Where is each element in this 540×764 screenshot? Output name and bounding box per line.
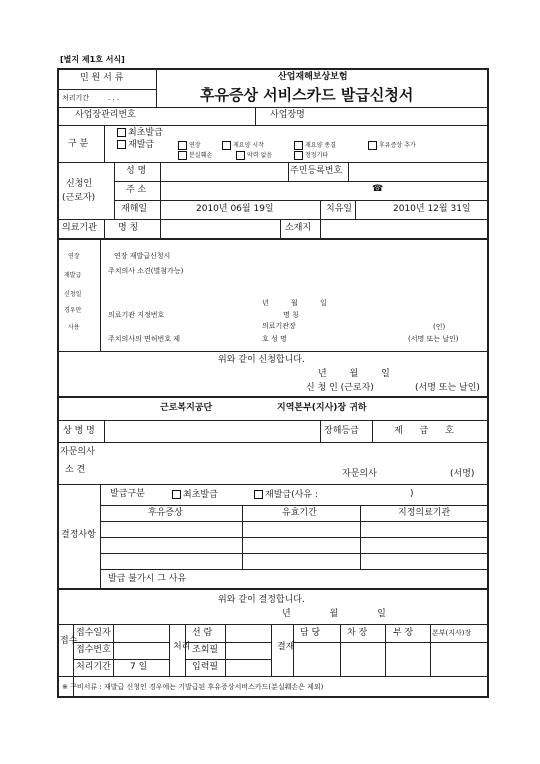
reissue-text: 재발급 xyxy=(128,140,155,150)
category-label: 구 분 xyxy=(68,139,89,149)
opinion-sign: (서명) xyxy=(450,469,475,479)
divider xyxy=(114,200,489,201)
process-row-3: 입력필 xyxy=(192,662,219,672)
divider xyxy=(100,239,101,352)
footer-note: ※ 구비서류 : 재발급 신청인 경우에는 기발급된 후유증상서비스카드(분실훼손은 제외) xyxy=(62,683,324,691)
approval-side-label: 결재 xyxy=(277,642,295,652)
option-text: 재발급(사유 : xyxy=(265,490,318,500)
extension-side-label: 재발급 xyxy=(64,272,82,279)
extension-side-label: 사용 xyxy=(68,324,80,331)
divider xyxy=(156,68,157,108)
decision-label: 결정사항 xyxy=(61,530,96,540)
checkbox[interactable] xyxy=(236,151,245,160)
checkbox[interactable] xyxy=(294,151,303,160)
divider xyxy=(114,181,489,182)
injury-date-label: 재해일 xyxy=(121,204,148,214)
divider xyxy=(57,588,489,590)
divider xyxy=(57,107,489,108)
process-row-1: 선 람 xyxy=(192,628,213,638)
divider xyxy=(57,219,489,220)
issue-type-label: 발급구분 xyxy=(110,489,145,499)
approval-col-1: 담 당 xyxy=(300,628,321,638)
receipt-label: 민 원 서 류 xyxy=(80,73,124,83)
border-top xyxy=(57,68,489,70)
reissue-reason-1[interactable] xyxy=(178,141,201,150)
reason-text: 재요양 시작 xyxy=(233,142,264,149)
extension-line1: 연장 재발급신청시 xyxy=(114,252,171,260)
divider xyxy=(242,505,243,569)
receipt-date-label: 접수일자 xyxy=(76,628,111,638)
divider xyxy=(104,420,105,442)
divider xyxy=(73,642,169,643)
approval-col-2: 차 장 xyxy=(347,628,368,638)
divider xyxy=(255,107,256,126)
checkbox[interactable] xyxy=(294,141,303,150)
divider xyxy=(271,624,272,676)
extension-side-label: 연장 xyxy=(68,253,80,260)
divider xyxy=(57,351,489,352)
reissue-reason-5[interactable] xyxy=(178,151,212,160)
designation-no-label: 의료기관 지정번호 xyxy=(108,311,165,319)
address-label: 주 소 xyxy=(126,185,147,195)
divider xyxy=(57,624,489,625)
issue-reissue-option[interactable] xyxy=(254,490,318,500)
divider xyxy=(57,420,489,421)
divider xyxy=(73,659,169,660)
refusal-label: 발급 불가시 그 사유 xyxy=(108,574,187,584)
reason-text: 후유증상 추가 xyxy=(379,142,416,149)
checkbox[interactable] xyxy=(178,141,187,150)
divider xyxy=(57,238,489,240)
reissue-reason-4[interactable] xyxy=(368,141,416,150)
phone-icon: ☎ xyxy=(372,184,384,194)
grade-value: 제 급 호 xyxy=(394,426,454,436)
divider xyxy=(185,659,271,660)
issue-first-option[interactable] xyxy=(172,490,218,500)
divider xyxy=(160,219,161,239)
opinion-doctor: 자문의사 xyxy=(342,469,377,479)
decided-date: 년 월 일 xyxy=(282,609,386,619)
first-issue-checkbox[interactable] xyxy=(117,128,126,137)
divider xyxy=(100,505,489,506)
divider xyxy=(104,219,105,239)
divider xyxy=(320,200,321,220)
first-issue-text: 최초발급 xyxy=(128,128,163,138)
divider xyxy=(57,89,157,90)
sign-note: (서명 또는 날인) xyxy=(408,335,459,343)
divider xyxy=(104,125,105,162)
reissue-checkbox[interactable] xyxy=(117,140,126,149)
declaration-date: 년 월 일 xyxy=(318,369,390,379)
reissue-reason-7[interactable] xyxy=(294,151,328,160)
medical-location-label: 소재지 xyxy=(285,223,312,233)
checkbox[interactable] xyxy=(178,151,187,160)
agency-name: 산업재해보상보험 xyxy=(278,72,348,82)
applicant-label: 신청인 xyxy=(66,179,93,189)
processing-days: 7 일 xyxy=(130,662,148,672)
extension-side-label: 경우만 xyxy=(64,307,82,314)
divider xyxy=(320,420,321,442)
divider xyxy=(100,569,489,570)
disease-label: 상 병 명 xyxy=(63,426,95,436)
option-text: 최초발급 xyxy=(183,490,218,500)
col-symptom: 후유증상 xyxy=(148,508,183,518)
process-row-2: 조회필 xyxy=(192,645,219,655)
divider xyxy=(114,162,115,220)
reason-text: 재요양 종결 xyxy=(305,142,336,149)
grade-label: 장해등급 xyxy=(324,426,359,436)
license-suffix: 호 성 명 xyxy=(262,335,287,343)
divider xyxy=(280,219,281,239)
divider xyxy=(355,200,356,220)
receipt-side-label: 접수 xyxy=(60,636,78,646)
divider xyxy=(57,484,489,485)
reason-text: 분실훼손 xyxy=(189,152,213,159)
extension-line2: 주치의사 소견(별첨가능) xyxy=(108,267,184,275)
process-side-label: 처리 xyxy=(173,642,191,652)
cure-date-value: 2010년 12월 31일 xyxy=(393,204,471,214)
divider xyxy=(320,219,321,239)
divider xyxy=(288,162,289,182)
opinion-sublabel: 소 견 xyxy=(65,465,86,475)
medical-label: 의료기관 xyxy=(62,223,97,233)
decided-text: 위와 같이 결정합니다. xyxy=(218,595,305,605)
medical-name-label: 명 칭 xyxy=(118,223,139,233)
divider xyxy=(225,624,226,676)
rrn-label: 주민등록번호 xyxy=(290,166,343,176)
reissue-option[interactable] xyxy=(117,140,154,150)
receipt-no-label: 접수번호 xyxy=(76,645,111,655)
divider xyxy=(57,442,489,443)
declaration-sign: (서명 또는 날인) xyxy=(415,383,480,393)
reason-text: 정정기타 xyxy=(305,152,329,159)
declaration-applicant: 신 청 인 (근로자) xyxy=(306,383,374,393)
divider xyxy=(430,624,431,676)
approval-col-4: 본부(지사)장 xyxy=(432,629,472,637)
divider xyxy=(293,642,489,643)
col-validity: 유효기간 xyxy=(282,508,317,518)
divider xyxy=(57,125,489,126)
divider xyxy=(160,162,161,220)
recipient-org: 근로복지공단 xyxy=(160,403,213,413)
extension-date: 년 월 일 xyxy=(262,299,327,307)
first-issue-option[interactable] xyxy=(117,128,163,138)
declaration-text: 위와 같이 신청합니다. xyxy=(218,355,305,365)
divider xyxy=(57,162,489,163)
form-number: [별지 제1호 서식] xyxy=(60,55,125,64)
divider xyxy=(185,642,271,643)
cure-date-label: 치유일 xyxy=(326,204,353,214)
divider xyxy=(57,396,489,398)
reason-text: 연장 xyxy=(189,142,201,149)
name-label: 성 명 xyxy=(126,166,147,176)
seal-mark: (인) xyxy=(433,323,446,331)
extension-side-label: 신청일 xyxy=(64,291,82,298)
divider xyxy=(372,420,373,442)
processing-value: . . . xyxy=(108,94,120,102)
divider xyxy=(348,162,349,182)
approval-col-3: 부 장 xyxy=(393,628,414,638)
workplace-no-label: 사업장관리번호 xyxy=(75,110,136,120)
divider xyxy=(100,537,489,538)
reissue-reason-3[interactable] xyxy=(294,141,336,150)
license-no-label: 주치의사의 면허번호 제 xyxy=(108,335,181,343)
divider xyxy=(100,553,489,554)
processing-period-label: 처리기간 xyxy=(76,662,111,672)
border-bottom xyxy=(57,696,489,698)
recipient-branch: 지역본부(지사)장 귀하 xyxy=(277,403,367,413)
reissue-reason-2[interactable] xyxy=(222,141,264,150)
divider xyxy=(113,624,114,676)
divider xyxy=(385,624,386,676)
divider xyxy=(340,624,341,676)
divider xyxy=(57,676,489,677)
opinion-label: 자문의사 xyxy=(60,447,95,457)
divider xyxy=(169,624,170,676)
head-label: 의료기관장 xyxy=(262,322,296,330)
checkbox[interactable] xyxy=(172,490,181,499)
issue-close-paren: ) xyxy=(410,489,414,499)
page-title: 후유증상 서비스카드 발급신청서 xyxy=(200,86,414,104)
reissue-reason-6[interactable] xyxy=(236,151,272,160)
divider xyxy=(360,505,361,569)
checkbox[interactable] xyxy=(254,490,263,499)
processing-label: 처리기간 xyxy=(62,94,90,102)
applicant-sublabel: (근로자) xyxy=(62,193,96,203)
extension-name-label: 명 칭 xyxy=(283,311,299,319)
workplace-name-label: 사업장명 xyxy=(270,110,305,120)
injury-date-value: 2010년 06월 19일 xyxy=(196,204,274,214)
checkbox[interactable] xyxy=(222,141,231,150)
checkbox[interactable] xyxy=(368,141,377,150)
divider xyxy=(100,521,489,522)
reason-text: 악력 없음 xyxy=(247,152,273,159)
col-institution: 지정의료기관 xyxy=(398,508,451,518)
